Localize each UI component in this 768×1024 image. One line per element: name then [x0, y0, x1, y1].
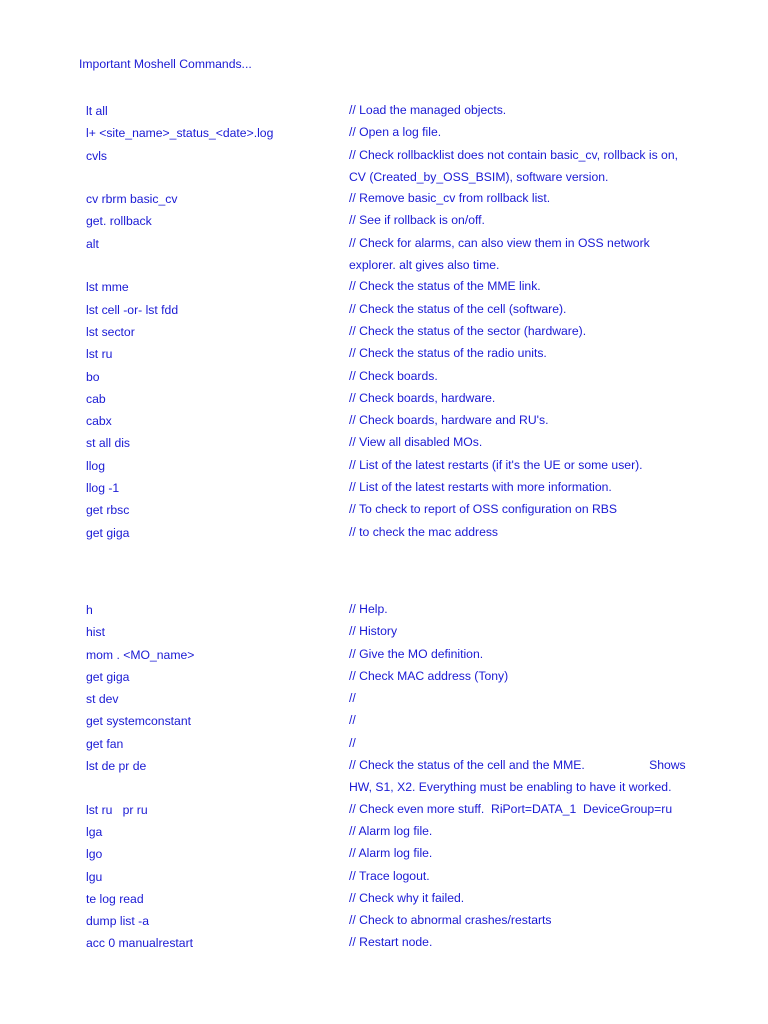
- command-description: [349, 666, 726, 688]
- description-line: // To check to report of OSS configuration on RBS: [349, 502, 618, 517]
- description-line: // Check for alarms, can also view them in OSS network: [349, 235, 650, 250]
- description-line: // Open a log file.: [349, 125, 442, 140]
- command-text: lst ru: [86, 347, 113, 362]
- command-text: lt all: [86, 104, 108, 118]
- description-line: // Trace logout.: [349, 868, 430, 883]
- description-line: // See if rollback is on/off.: [349, 213, 485, 228]
- command-text: lst ru pr ru: [86, 802, 148, 817]
- command-row: [86, 234, 726, 278]
- command-text: get. rollback: [86, 214, 152, 229]
- description-line: // Check the status of the radio units.: [349, 346, 547, 361]
- command-description: [349, 733, 726, 755]
- command-description: [349, 843, 726, 865]
- command-text: cv rbrm basic_cv: [86, 192, 178, 207]
- command-description: [349, 188, 726, 210]
- command-description: [349, 644, 726, 666]
- command-row: [86, 889, 726, 911]
- command-description: [349, 688, 726, 710]
- description-line: // Check the status of the sector (hardware).: [349, 323, 587, 338]
- description-line: // List of the latest restarts with more information.: [349, 480, 612, 495]
- command-text: l+ <site_name>_status_<date>.log: [86, 126, 274, 141]
- command-description: [349, 100, 726, 122]
- description-line: // Check the status of the cell and the MME. Shows: [349, 758, 686, 773]
- command-row: [86, 456, 726, 478]
- command-description: [349, 621, 726, 643]
- command-description: [349, 799, 726, 821]
- command-text: lst cell -or- lst fdd: [86, 302, 179, 317]
- description-line: // Check the status of the cell (software).: [349, 301, 567, 316]
- description-line: // Load the managed objects.: [349, 103, 507, 117]
- command-text: mom . <MO_name>: [86, 647, 195, 662]
- command-row: [86, 433, 726, 455]
- command-row: [86, 523, 726, 545]
- command-description: [349, 233, 726, 278]
- command-text: alt: [86, 236, 99, 251]
- command-description: [349, 910, 726, 932]
- command-description: [349, 366, 726, 388]
- command-row: [86, 933, 726, 955]
- command-text: bo: [86, 369, 100, 384]
- command-text: get fan: [86, 736, 124, 751]
- command-text: get rbsc: [86, 503, 130, 518]
- description-line: // History: [349, 624, 398, 639]
- command-text: acc 0 manualrestart: [86, 936, 194, 951]
- command-text: lga: [86, 824, 103, 839]
- description-line: // Check to abnormal crashes/restarts: [349, 913, 552, 928]
- command-row: [86, 645, 726, 667]
- description-line: // to check the mac address: [349, 524, 499, 539]
- command-row: [86, 622, 726, 644]
- description-line: CV (Created_by_OSS_BSIM), software version.: [349, 169, 609, 184]
- command-row: [86, 844, 726, 866]
- command-text: cab: [86, 391, 106, 406]
- command-text: get giga: [86, 525, 130, 540]
- command-description: [349, 410, 726, 432]
- description-line: // View all disabled MOs.: [349, 435, 483, 450]
- command-text: lst mme: [86, 280, 129, 295]
- command-row: [86, 500, 726, 522]
- description-line: // Check why it failed.: [349, 890, 465, 905]
- description-line: // Check MAC address (Tony): [349, 668, 509, 683]
- command-text: lgu: [86, 869, 103, 884]
- description-line: // Alarm log file.: [349, 823, 433, 838]
- description-line: // Restart node.: [349, 935, 433, 950]
- command-description: [349, 599, 726, 621]
- command-text: get giga: [86, 669, 130, 684]
- command-row: [86, 300, 726, 322]
- command-row: [86, 411, 726, 433]
- command-text: llog: [86, 458, 105, 473]
- command-list-primary: [86, 101, 726, 545]
- command-description: [349, 499, 726, 521]
- command-list-secondary: [86, 600, 726, 956]
- command-row: [86, 211, 726, 233]
- description-line: // Give the MO definition.: [349, 646, 484, 661]
- command-row: [86, 322, 726, 344]
- command-description: [349, 122, 726, 144]
- command-text: lgo: [86, 847, 103, 862]
- command-row: [86, 822, 726, 844]
- command-text: get systemconstant: [86, 714, 191, 729]
- command-description: [349, 210, 726, 232]
- command-text: lst de pr de: [86, 759, 147, 774]
- command-text: cabx: [86, 414, 112, 429]
- command-row: [86, 800, 726, 822]
- command-description: [349, 755, 726, 800]
- command-row: [86, 101, 726, 123]
- command-description: [349, 888, 726, 910]
- description-line: // Check boards.: [349, 368, 438, 383]
- command-text: st dev: [86, 692, 119, 707]
- command-description: [349, 932, 726, 954]
- command-row: [86, 123, 726, 145]
- description-line: // Check boards, hardware.: [349, 390, 496, 405]
- command-row: [86, 389, 726, 411]
- command-description: [349, 477, 726, 499]
- command-row: [86, 867, 726, 889]
- description-line: explorer. alt gives also time.: [349, 258, 500, 273]
- command-row: [86, 734, 726, 756]
- description-line: //: [349, 691, 356, 706]
- description-line: // List of the latest restarts (if it's the UE or some user).: [349, 457, 643, 472]
- description-line: // Check the status of the MME link.: [349, 279, 541, 294]
- description-line: //: [349, 735, 356, 750]
- command-text: st all dis: [86, 436, 131, 451]
- command-description: [349, 710, 726, 732]
- description-line: // Check boards, hardware and RU's.: [349, 413, 549, 428]
- command-text: llog -1: [86, 481, 120, 496]
- command-description: [349, 455, 726, 477]
- command-row: [86, 344, 726, 366]
- description-line: //: [349, 713, 356, 728]
- command-row: [86, 367, 726, 389]
- command-description: [349, 299, 726, 321]
- command-text: hist: [86, 625, 105, 640]
- command-row: [86, 277, 726, 299]
- command-row: [86, 689, 726, 711]
- description-line: HW, S1, X2. Everything must be enabling to have it worked.: [349, 780, 672, 795]
- command-text: h: [86, 603, 93, 617]
- command-row: [86, 711, 726, 733]
- command-text: lst sector: [86, 324, 135, 339]
- description-line: // Help.: [349, 602, 388, 616]
- command-description: [349, 522, 726, 544]
- command-description: [349, 388, 726, 410]
- command-row: [86, 478, 726, 500]
- command-row: [86, 146, 726, 190]
- command-row: [86, 756, 726, 800]
- description-line: // Alarm log file.: [349, 846, 433, 861]
- command-text: cvls: [86, 148, 107, 163]
- command-description: [349, 145, 726, 190]
- command-row: [86, 600, 726, 622]
- command-text: dump list -a: [86, 914, 149, 929]
- command-description: [349, 321, 726, 343]
- description-line: // Check even more stuff. RiPort=DATA_1 DeviceGroup=ru: [349, 801, 673, 816]
- command-description: [349, 276, 726, 298]
- command-row: [86, 189, 726, 211]
- command-description: [349, 432, 726, 454]
- page-title: Important Moshell Commands...: [79, 57, 252, 71]
- command-description: [349, 343, 726, 365]
- command-description: [349, 821, 726, 843]
- command-description: [349, 866, 726, 888]
- command-row: [86, 911, 726, 933]
- description-line: // Check rollbacklist does not contain basic_cv, rollback is on,: [349, 147, 678, 162]
- command-text: te log read: [86, 891, 144, 906]
- description-line: // Remove basic_cv from rollback list.: [349, 191, 551, 206]
- command-row: [86, 667, 726, 689]
